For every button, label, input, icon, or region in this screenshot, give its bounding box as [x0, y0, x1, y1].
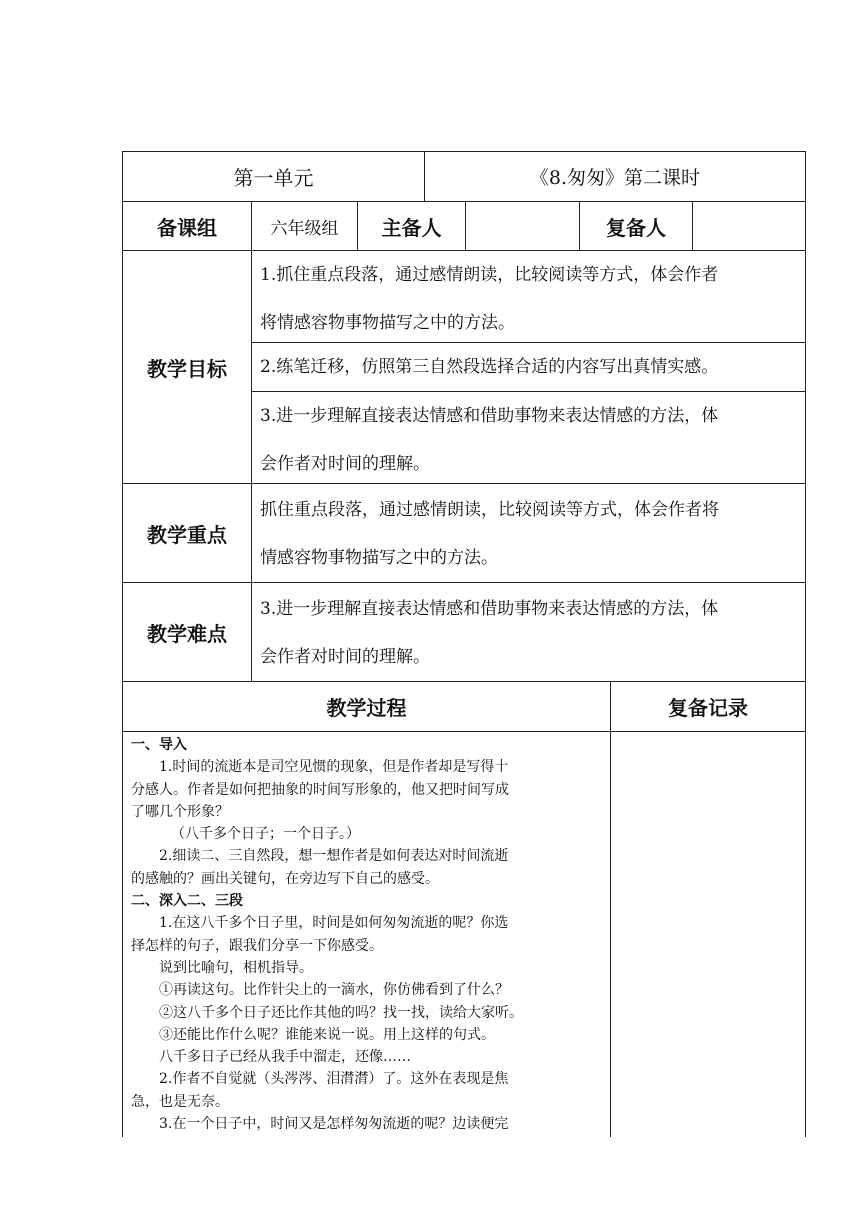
process-content	[131, 734, 607, 1135]
goal-item-3	[252, 392, 805, 483]
process-line: 分感人。作者是如何把抽象的时间写形象的，他又把时间写成	[131, 781, 509, 798]
difficulty-line-1: 3.进一步理解直接表达情感和借助事物来表达情感的方法，体	[260, 599, 719, 619]
goal-1-line-1: 1.抓住重点段落，通过感情朗读，比较阅读等方式，体会作者	[260, 265, 719, 285]
process-line: ①再读这句。比作针尖上的一滴水，你仿佛看到了什么？	[159, 982, 509, 999]
difficulty-content	[252, 585, 805, 681]
goal-2-line-1: 2.练笔迁移，仿照第三自然段选择合适的内容写出真情实感。	[260, 357, 719, 377]
table-border-right	[805, 151, 806, 1137]
difficulty-label: 教学难点	[147, 621, 227, 646]
lead-preparer-label: 主备人	[381, 215, 442, 240]
process-label: 教学过程	[326, 696, 407, 720]
process-line: 急，也是无奈。	[131, 1093, 229, 1110]
focus-line-1: 抓住重点段落，通过感情朗读，比较阅读等方式，体会作者将	[260, 500, 719, 520]
goals-label: 教学目标	[147, 356, 227, 381]
review-record-content	[611, 732, 805, 1137]
process-line: 2.作者不自觉就（头涔涔、泪潸潸）了。这外在表现是焦	[159, 1071, 509, 1088]
group-label: 备课组	[157, 215, 217, 240]
process-line: ②这八千多个日子还比作其他的吗？找一找，读给大家听。	[159, 1004, 523, 1021]
difficulty-line-2: 会作者对时间的理解。	[260, 647, 430, 667]
process-section-heading: 二、深入二、三段	[131, 893, 243, 910]
process-line: 了哪几个形象？	[131, 803, 229, 820]
focus-content	[252, 486, 805, 582]
process-line: ③还能比作什么呢？谁能来说一说。用上这样的句式。	[159, 1026, 495, 1043]
process-line: 2.细读二、三自然段，想一想作者是如何表达对时间流逝	[159, 848, 509, 865]
goal-3-line-1: 3.进一步理解直接表达情感和借助事物来表达情感的方法，体	[260, 406, 719, 426]
process-section-heading: 一、导入	[131, 737, 187, 753]
goal-item-1	[252, 251, 805, 342]
process-line: 八千多日子已经从我手中溜走，还像……	[159, 1049, 411, 1066]
process-line: 择怎样的句子，跟我们分享一下你感受。	[131, 937, 383, 954]
process-line: 1.在这八千多个日子里，时间是如何匆匆流逝的呢？你选	[159, 915, 509, 932]
goal-3-line-2: 会作者对时间的理解。	[260, 454, 430, 474]
focus-label: 教学重点	[147, 522, 227, 547]
goal-item-2	[252, 343, 805, 391]
review-record-label: 复备记录	[668, 696, 748, 720]
process-line: （八千多个日子；一个日子。）	[171, 826, 360, 843]
unit-title: 第一单元	[233, 166, 314, 190]
lesson-title: 《8.匆匆》第二课时	[529, 167, 701, 189]
group-value: 六年级组	[270, 218, 339, 239]
process-line: 3.在一个日子中，时间又是怎样匆匆流逝的呢？边读便完	[159, 1116, 509, 1133]
reviewer-label: 复备人	[606, 215, 666, 240]
goal-1-line-2: 将情感容物事物描写之中的方法。	[260, 313, 515, 333]
lead-preparer-value	[466, 202, 579, 250]
focus-line-2: 情感容物事物描写之中的方法。	[260, 548, 498, 568]
process-line: 说到比喻句，相机指导。	[159, 959, 313, 976]
process-line: 的感触的？画出关键句，在旁边写下自己的感受。	[131, 870, 439, 887]
reviewer-value	[693, 202, 805, 250]
process-line: 1.时间的流逝本是司空见惯的现象，但是作者却是写得十	[159, 759, 509, 776]
